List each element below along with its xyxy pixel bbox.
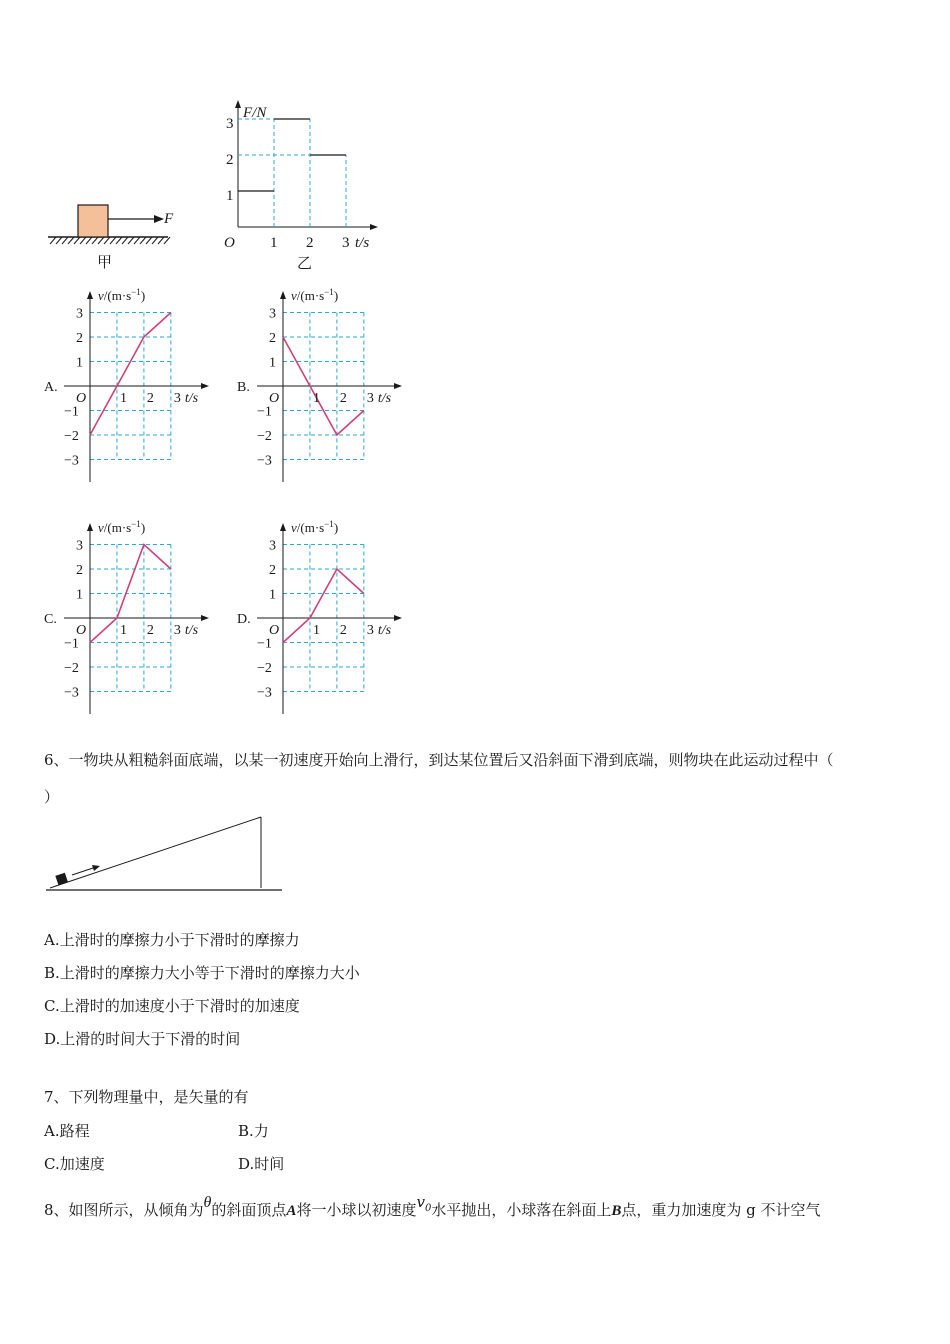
vt-origin: O (76, 391, 87, 406)
q7-option-c: C.加速度 (44, 1155, 105, 1173)
hatch-stroke (140, 237, 146, 244)
vt-v-arrow (87, 291, 93, 299)
q7-option-a: A.路程 (44, 1122, 90, 1140)
hatch-stroke (50, 237, 56, 244)
hatch-stroke (80, 237, 86, 244)
vt-v-axis-label: $v/(m\cdot s^{-1})$ (98, 287, 146, 303)
hatch-stroke (68, 237, 74, 244)
hatch-stroke (128, 237, 134, 244)
q8-theta: θ (203, 1194, 212, 1211)
vt-v-arrow (280, 291, 286, 299)
vt-t-tick: 3 (366, 391, 374, 406)
vt-t-tick: 2 (146, 623, 154, 638)
vt-v-tick: −3 (257, 685, 272, 701)
origin-label: O (224, 235, 235, 251)
vt-v-tick: 1 (269, 587, 276, 603)
vt-t-axis-label: t/s (377, 623, 392, 638)
vt-option-label: C. (44, 612, 57, 627)
vt-t-axis-label: t/s (377, 391, 392, 406)
vt-v-tick: 3 (269, 538, 276, 554)
q8-part4: 水平抛出，小球落在斜面上 (431, 1201, 612, 1219)
hatch-stroke (110, 237, 116, 244)
q6-option-d: D.上滑的时间大于下滑的时间 (44, 1030, 241, 1048)
vt-curve (90, 313, 171, 436)
hatch-stroke (116, 237, 122, 244)
q8-part2: 的斜面顶点 (211, 1201, 287, 1219)
force-arrowhead (154, 215, 164, 223)
q7-stem: 7、下列物理量中，是矢量的有 (44, 1088, 249, 1106)
vt-v-axis-label: $v/(m\cdot s^{-1})$ (291, 287, 339, 303)
vt-t-arrow (394, 383, 402, 389)
hatch-stroke (158, 237, 164, 244)
vt-origin: O (76, 623, 87, 638)
vt-option-label: A. (44, 380, 58, 395)
hatch-stroke (164, 237, 170, 244)
hatch-stroke (146, 237, 152, 244)
q6-option-b: B.上滑时的摩擦力大小等于下滑时的摩擦力大小 (44, 964, 360, 982)
vt-v-tick: −2 (257, 429, 272, 444)
q8-part1: 8、如图所示，从倾角为 (44, 1201, 204, 1219)
q8-stem (44, 1193, 821, 1227)
vt-v-tick: 1 (76, 355, 83, 371)
vt-v-tick: 1 (269, 355, 276, 371)
hatch-stroke (152, 237, 158, 244)
vt-t-tick: 2 (339, 391, 347, 406)
vt-v-tick: 2 (269, 331, 276, 346)
q8-point-b: B (611, 1203, 622, 1219)
hatch-stroke (56, 237, 62, 244)
vt-t-axis-label: t/s (184, 623, 199, 638)
q8-part3: 将一小球以初速度 (296, 1201, 417, 1219)
vt-t-tick: 3 (366, 623, 374, 638)
vt-t-tick: 3 (173, 391, 181, 406)
vt-v-arrow (280, 523, 286, 531)
vt-curve (283, 569, 364, 643)
f-tick-1: 1 (226, 188, 234, 204)
vt-curve (90, 545, 171, 643)
floor-hatch (50, 237, 170, 244)
figure-block-diagram (40, 195, 190, 275)
vt-v-tick: −3 (64, 685, 79, 701)
incline-block (55, 873, 68, 886)
vt-v-arrow (87, 523, 93, 531)
q8-v0: $v_0$ (416, 1193, 432, 1214)
q7-option-d: D.时间 (238, 1155, 285, 1173)
vt-option-label: D. (237, 612, 251, 627)
vt-v-tick: −3 (257, 453, 272, 469)
q6-stem: 6、一物块从粗糙斜面底端，以某一初速度开始向上滑行，到达某位置后又沿斜面下滑到底端，则物块在此运动过程中（ (44, 751, 834, 769)
vt-t-arrow (201, 615, 209, 621)
vt-origin: O (269, 391, 280, 406)
vt-t-axis-label: t/s (184, 391, 199, 406)
vt-v-tick: 1 (76, 587, 83, 603)
vt-v-tick: 2 (76, 563, 83, 578)
vt-v-tick: 2 (269, 563, 276, 578)
vt-v-tick: −2 (64, 429, 79, 444)
hatch-stroke (104, 237, 110, 244)
vt-v-tick: 3 (76, 538, 83, 554)
hatch-stroke (62, 237, 68, 244)
vt-v-tick: 3 (76, 306, 83, 322)
q6-option-c: C.上滑时的加速度小于下滑时的加速度 (44, 997, 300, 1015)
hatch-stroke (74, 237, 80, 244)
block (78, 205, 108, 237)
q6-option-a: A.上滑时的摩擦力小于下滑时的摩擦力 (44, 931, 300, 949)
figure-label-jia: 甲 (97, 255, 113, 271)
vt-v-axis-label: $v/(m\cdot s^{-1})$ (98, 519, 146, 535)
vt-graph-c (44, 514, 214, 724)
hatch-stroke (92, 237, 98, 244)
vt-origin: O (269, 623, 280, 638)
force-label: F (164, 211, 174, 227)
f-tick-2: 2 (226, 152, 234, 168)
vt-v-axis-label: $v/(m\cdot s^{-1})$ (291, 519, 339, 535)
hatch-stroke (134, 237, 140, 244)
f-axis-label: F/N (243, 105, 267, 121)
vt-v-tick: 2 (76, 331, 83, 346)
figure-force-time-graph (215, 95, 385, 275)
figure-label-yi: 乙 (297, 256, 313, 272)
vt-option-label: B. (237, 380, 250, 395)
t-axis-label: t/s (355, 235, 370, 251)
vt-t-tick: 1 (119, 391, 127, 406)
vt-v-tick: −1 (257, 404, 272, 420)
vt-v-tick: −1 (64, 636, 79, 652)
incline-diagram (40, 812, 290, 897)
vt-v-tick: 3 (269, 306, 276, 322)
q7-option-b: B.力 (238, 1122, 269, 1140)
t-tick-2: 2 (306, 235, 314, 251)
vt-graph-d (237, 514, 407, 724)
vt-v-tick: −1 (257, 636, 272, 652)
vt-t-tick: 2 (146, 391, 154, 406)
vt-t-tick: 2 (339, 623, 347, 638)
ft-grid (238, 119, 346, 227)
vt-graph-a (44, 282, 214, 492)
incline-surface (50, 817, 261, 888)
q8-part5: 点，重力加速度为 g 不计空气 (621, 1201, 821, 1219)
q8-point-a: A (286, 1203, 297, 1219)
vt-t-tick: 1 (312, 391, 320, 406)
q6-stem-end: ） (44, 788, 60, 806)
f-tick-3: 3 (226, 116, 234, 132)
hatch-stroke (86, 237, 92, 244)
vt-t-arrow (394, 615, 402, 621)
vt-v-tick: −3 (64, 453, 79, 469)
vt-t-tick: 1 (119, 623, 127, 638)
vt-t-tick: 1 (312, 623, 320, 638)
vt-v-tick: −1 (64, 404, 79, 420)
vt-t-tick: 3 (173, 623, 181, 638)
t-tick-1: 1 (270, 235, 278, 251)
vt-v-tick: −2 (64, 661, 79, 676)
t-tick-3: 3 (342, 235, 350, 251)
vt-graph-b (237, 282, 407, 492)
hatch-stroke (122, 237, 128, 244)
hatch-stroke (98, 237, 104, 244)
vt-v-tick: −2 (257, 661, 272, 676)
vt-t-arrow (201, 383, 209, 389)
